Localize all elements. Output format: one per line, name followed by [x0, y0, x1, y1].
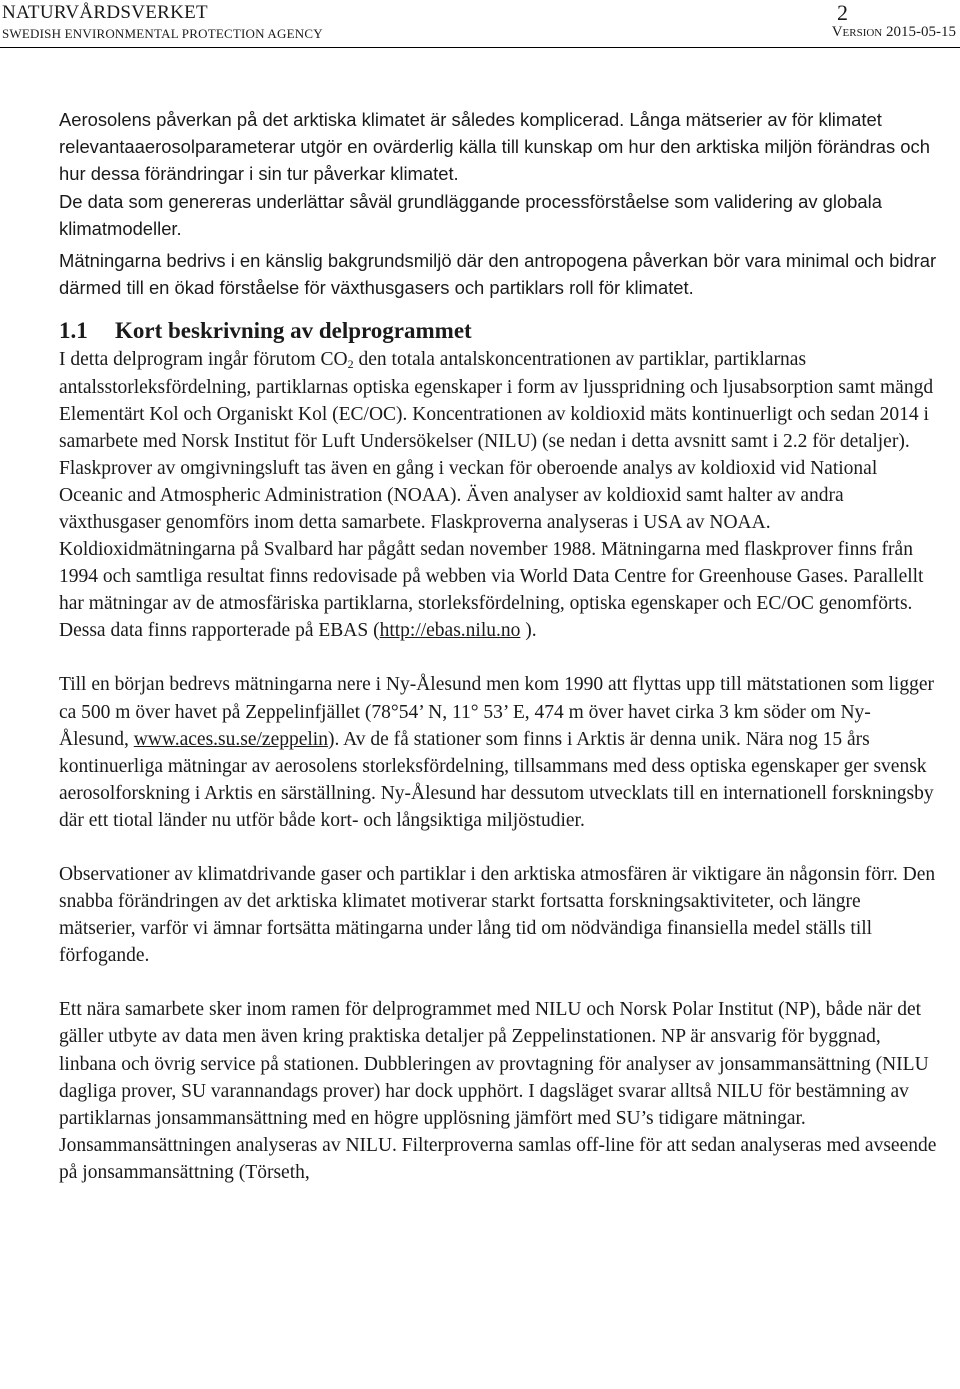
section-paragraph-2: Till en början bedrevs mätningarna nere i Ny-Ålesund men kom 1990 att flyttas upp till mätstationen som ligger ca 500 m över havet på Zeppelinfjället (78°54’ N, 11° 53’ E, 474 m över havet cirka 3 km söder om Ny-Ålesund, www.aces.su.se/zeppelin). Av de få stationer som finns i Arktis är denna unik. Nära nog 15 års kontinuerliga mätningar av aerosolens storleksfördelning, tillsammans med dess optiska egenskaper ger svensk aerosolforskning i Arktis en särställning. Ny-Ålesund har dessutom utvecklats till en internationell forskningsby där ett tiotal länder nu utför både kort- och långsiktiga miljöstudier.: [59, 674, 934, 831]
agency-name-english: SWEDISH ENVIRONMENTAL PROTECTION AGENCY: [2, 26, 323, 41]
section-heading: [59, 315, 939, 346]
section-title: Kort beskrivning av delprogrammet: [115, 318, 472, 344]
intro-paragraph-2: De data som genereras underlättar såväl grundläggande processförståelse som validering av globala klimatmodeller.: [59, 190, 882, 239]
document-version: Version 2015-05-15: [831, 24, 956, 40]
section-paragraph-3: Observationer av klimatdrivande gaser och partiklar i den arktiska atmosfären är viktigare än någonsin förr. Den snabba förändringen av det arktiska klimatet motiverar starkt fortsatta forskningsaktiviteter, och längre mätserier, varför vi ämnar fortsätta mätingarna under lång tid om nödvändiga finansiella medel ställs till förfogande.: [59, 864, 936, 967]
intro-paragraph-3: Mätningarna bedrivs i en känslig bakgrundsmiljö där den antropogena påverkan bör vara minimal och bidrar därmed till en ökad förståelse för växthusgasers och partiklars roll för klimatet.: [59, 250, 937, 299]
page-number: 2: [837, 0, 848, 25]
ebas-link[interactable]: http://ebas.nilu.no: [379, 620, 521, 642]
section-paragraph-4: Ett nära samarbete sker inom ramen för delprogrammet med NILU och Norsk Polar Institut (NP), både när det gäller utbyte av data men även kring praktiska detaljer på Zeppelinstationen. NP är ansvarig för byggnad, linbana och övrig service på stationen. Dubbleringen av provtagning för analyser av jonsammansättning (NILU dagliga prover, SU varannandags prover) har dock upphört. I dagsläget svarar alltså NILU för bestämning av partiklarnas jonsammansättning med en högre upplösning jämfört med SU’s tidigare mätningar. Jonsammansättningen analyseras av NILU. Filterproverna samlas off-line för att sedan analyseras med avseende på jonsammansättning (Törseth,: [59, 999, 937, 1183]
intro-paragraph-1: Aerosolens påverkan på det arktiska klimatet är således komplicerad. Långa mätserier av för klimatet relevantaaerosolparameterar utgör en ovärderlig källa till kunskap om hur den arktiska miljön förändras och hur dessa förändringar i sin tur påverkar klimatet.: [59, 109, 930, 185]
document-body: [59, 106, 939, 1186]
page-header: [0, 0, 960, 48]
section-paragraph-1: I detta delprogram ingår förutom $CO_2$ den totala antalskoncentrationen av partiklar, partiklarnas antalsstorleksfördelning, partiklarnas optiska egenskaper i form av ljusspridning och ljusabsorption samt mängd Elementärt Kol och Organiskt Kol (EC/OC). Koncentrationen av koldioxid mäts kontinuerligt och sedan 2014 i samarbete med Norsk Institut för Luft Undersökelser (NILU) (se nedan i detta avsnitt samt i 2.2 för detaljer). Flaskprover av omgivningsluft tas även en gång i veckan för oberoende analys av koldioxid vid National Oceanic and Atmospheric Administration (NOAA). Även analyser av koldioxid samt halter av andra växthusgaser genomförs inom detta samarbete. Flaskproverna analyseras i USA av NOAA. Koldioxidmätningarna på Svalbard har pågått sedan november 1988. Mätningarna med flaskprover finns från 1994 och samtliga resultat finns redovisade på webben via World Data Centre for Greenhouse Gases. Parallellt har mätningar av de atmosfäriska partiklarna, storleksfördelning, optiska egenskaper och EC/OC genomförts. Dessa data finns rapporterade på EBAS (http://ebas.nilu.no ).: [59, 349, 934, 642]
agency-name: NATURVÅRDSVERKET: [2, 2, 208, 23]
zeppelin-link[interactable]: www.aces.su.se/zeppelin: [133, 728, 328, 750]
section-number: 1.1: [59, 318, 88, 344]
header-divider: [0, 47, 960, 48]
